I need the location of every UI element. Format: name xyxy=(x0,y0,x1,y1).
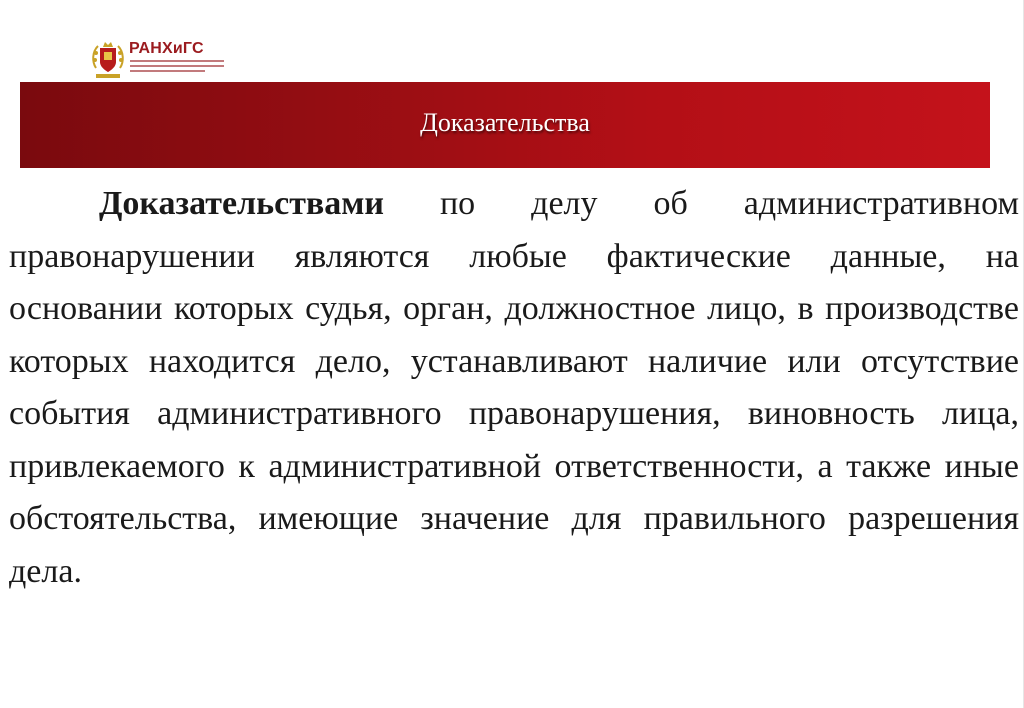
logo-subtitle-lines xyxy=(130,60,224,75)
ranepa-logo xyxy=(90,38,235,82)
definition-text: по делу об административном правонарушении являются любые фактические данные, на основании которых судья, орган, должностное лицо, в производстве которых находится дело, устанавливают наличие или отсутствие события административного правонарушения, виновность лица, привлекаемого к административной ответственности, а также иные обстоятельства, имеющие значение для правильного разрешения дела. xyxy=(9,185,1019,590)
logo-name: РАНХиГС xyxy=(129,40,204,57)
defined-term: Доказательствами xyxy=(99,185,384,222)
emblem-icon xyxy=(90,38,126,82)
title-banner xyxy=(20,82,990,168)
definition-paragraph xyxy=(9,178,1019,598)
slide-title: Доказательства xyxy=(420,108,590,137)
